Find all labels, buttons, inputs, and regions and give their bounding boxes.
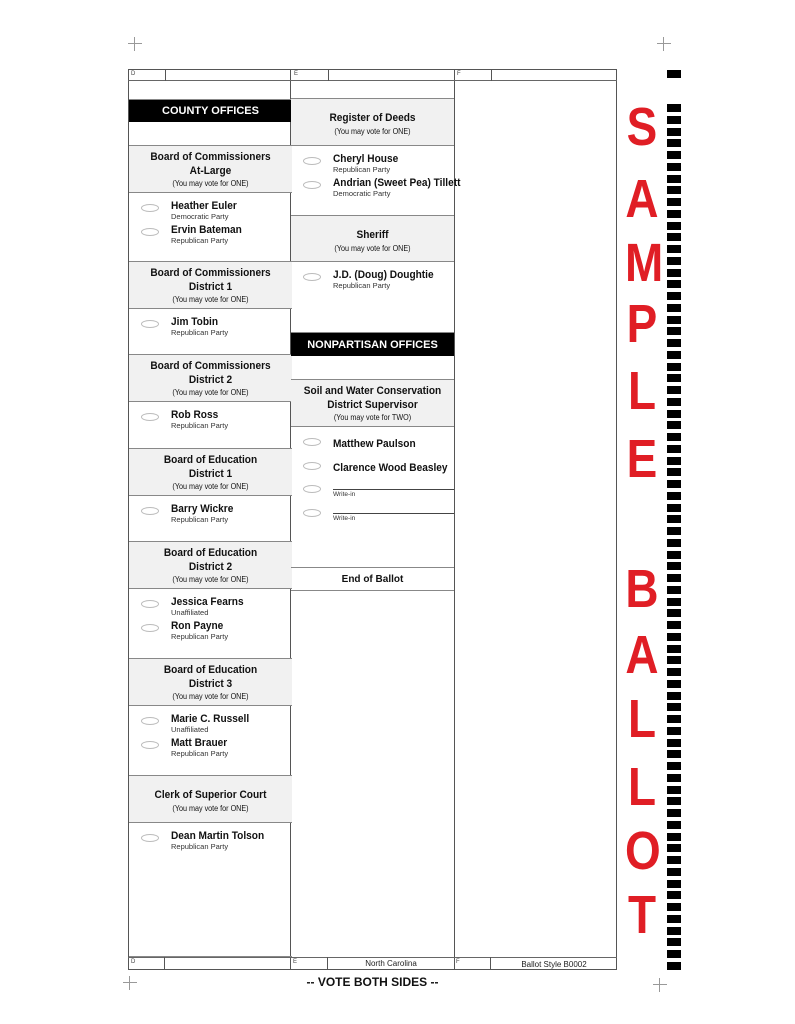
state-label: North Carolina (365, 959, 417, 968)
contest-title: Clerk of Superior Court (154, 789, 267, 801)
timing-mark (667, 304, 681, 312)
vote-oval[interactable] (303, 181, 321, 189)
watermark-letter: A (625, 169, 659, 229)
contest-title: District 1 (188, 280, 233, 293)
timing-mark (667, 433, 681, 441)
vote-instruction: (You may vote for ONE) (172, 575, 249, 584)
timing-mark (667, 868, 681, 876)
vote-instruction: (You may vote for ONE) (334, 126, 411, 136)
candidate-list (291, 427, 454, 568)
vote-oval[interactable] (303, 157, 321, 165)
contest-header (129, 776, 292, 823)
candidate-option[interactable] (129, 830, 292, 853)
candidate-name: Jessica Fearns (171, 596, 244, 608)
timing-mark (667, 656, 681, 664)
contest-title: At-Large (189, 164, 232, 177)
contest-header (129, 355, 292, 402)
candidate-party: Republican Party (171, 748, 229, 758)
write-in-line[interactable] (333, 513, 454, 514)
candidate-name: Heather Euler (171, 200, 237, 212)
timing-mark (667, 598, 681, 606)
watermark-letter: O (625, 821, 661, 881)
candidate-list (129, 309, 292, 355)
candidate-list (129, 402, 292, 449)
candidate-list (291, 146, 461, 216)
candidate-option[interactable] (291, 434, 454, 457)
vote-oval[interactable] (141, 320, 159, 328)
timing-mark (667, 527, 681, 535)
vote-oval[interactable] (303, 509, 321, 517)
timing-mark (667, 797, 681, 805)
timing-mark (667, 727, 681, 735)
vote-instruction: (You may vote for ONE) (172, 482, 249, 491)
vote-instruction: (You may vote for ONE) (172, 388, 249, 397)
watermark-letter: L (627, 757, 657, 817)
watermark-letter: E (626, 429, 658, 489)
contest-title: District Supervisor (327, 398, 418, 411)
timing-mark (667, 257, 681, 265)
candidate-option[interactable] (129, 620, 292, 643)
timing-mark (667, 128, 681, 136)
timing-mark (667, 468, 681, 476)
timing-mark (667, 351, 681, 359)
timing-mark (667, 950, 681, 958)
timing-mark (667, 809, 681, 817)
watermark-letter: L (627, 689, 657, 749)
contest-header (291, 380, 454, 427)
contest-header (291, 216, 454, 262)
candidate-name: Cheryl House (333, 153, 399, 165)
timing-mark (667, 880, 681, 888)
timing-mark (667, 280, 681, 288)
candidate-name: Barry Wickre (171, 503, 234, 515)
watermark-letter: S (626, 97, 658, 157)
write-in-option[interactable] (291, 505, 454, 528)
blank-row (129, 122, 292, 146)
registration-mark (123, 976, 137, 990)
candidate-list (129, 589, 292, 659)
vote-oval[interactable] (141, 507, 159, 515)
contest-title: Board of Commissioners (150, 151, 271, 163)
candidate-option[interactable] (129, 409, 292, 432)
timing-mark (667, 374, 681, 382)
cell-divider (165, 69, 166, 81)
candidate-option[interactable] (129, 737, 292, 760)
timing-mark (667, 833, 681, 841)
cell-divider (491, 69, 492, 81)
candidate-option[interactable] (291, 176, 461, 200)
timing-mark (667, 163, 681, 171)
contest-header (129, 146, 292, 193)
timing-mark (667, 139, 681, 147)
candidate-list (129, 496, 292, 542)
candidate-option[interactable] (129, 596, 292, 619)
footer-row-line (128, 957, 617, 958)
timing-mark (667, 339, 681, 347)
candidate-list (291, 262, 454, 333)
candidate-name: Matt Brauer (171, 736, 228, 749)
contest-title: Board of Education (163, 454, 258, 466)
vote-instruction: (You may vote for ONE) (172, 803, 249, 813)
timing-mark (667, 70, 681, 78)
watermark-letter: A (625, 625, 659, 685)
vote-oval[interactable] (303, 438, 321, 446)
contest-header (129, 542, 292, 589)
footer-cell-label: D (131, 959, 136, 965)
timing-mark (667, 927, 681, 935)
timing-mark (667, 856, 681, 864)
timing-mark (667, 703, 681, 711)
write-in-label: Write-in (333, 514, 356, 522)
write-in-line[interactable] (333, 489, 454, 490)
timing-mark (667, 633, 681, 641)
timing-mark (667, 739, 681, 747)
timing-mark (667, 551, 681, 559)
registration-mark (128, 37, 142, 51)
vote-instruction: (You may vote for ONE) (334, 243, 411, 253)
timing-mark (667, 175, 681, 183)
candidate-party: Republican Party (171, 842, 229, 851)
contest-title: Board of Education (163, 664, 258, 676)
vote-instruction: (You may vote for ONE) (172, 179, 249, 188)
vote-oval[interactable] (141, 741, 159, 749)
timing-mark (667, 210, 681, 218)
timing-mark (667, 609, 681, 617)
vote-oval[interactable] (141, 204, 159, 212)
header-cell-label: E (294, 71, 299, 77)
contest-header (291, 99, 454, 146)
timing-mark (667, 938, 681, 946)
vote-instruction: (You may vote for ONE) (172, 692, 249, 701)
timing-mark (667, 574, 681, 582)
timing-mark (667, 492, 681, 500)
vote-instruction: (You may vote for TWO) (333, 413, 412, 422)
contest-title: Register of Deeds (329, 112, 416, 124)
candidate-option[interactable] (129, 200, 292, 223)
contest-title: Board of Education (163, 547, 258, 559)
candidate-party: Unaffiliated (171, 608, 209, 617)
candidate-party: Republican Party (171, 515, 229, 524)
vote-oval[interactable] (141, 413, 159, 421)
timing-mark (667, 786, 681, 794)
timing-mark (667, 104, 681, 112)
timing-mark (667, 327, 681, 335)
contest-header (129, 659, 292, 706)
timing-mark (667, 821, 681, 829)
vote-oval[interactable] (141, 717, 159, 725)
footer-cell-label: F (456, 959, 460, 965)
timing-mark (667, 645, 681, 653)
timing-mark (667, 151, 681, 159)
timing-mark (667, 680, 681, 688)
candidate-party: Republican Party (171, 631, 229, 641)
timing-mark (667, 762, 681, 770)
vote-oval[interactable] (141, 834, 159, 842)
ballot-style-label: Ballot Style B0002 (521, 960, 587, 969)
watermark-letter: M (625, 233, 664, 293)
timing-mark (667, 586, 681, 594)
timing-mark (667, 515, 681, 523)
write-in-label: Write-in (333, 491, 356, 498)
timing-mark (667, 222, 681, 230)
contest-title: Soil and Water Conservation (303, 385, 442, 397)
candidate-name: Rob Ross (171, 409, 219, 421)
timing-mark (667, 844, 681, 852)
registration-mark (657, 37, 671, 51)
timing-mark (667, 480, 681, 488)
timing-mark (667, 386, 681, 394)
timing-mark (667, 410, 681, 418)
candidate-party: Democratic Party (171, 212, 229, 221)
candidate-name: Clarence Wood Beasley (333, 461, 448, 474)
candidate-name: Matthew Paulson (333, 438, 416, 450)
candidate-list (129, 193, 292, 262)
contest-header (129, 449, 292, 496)
contest-header (129, 262, 292, 309)
candidate-list (129, 823, 292, 957)
candidate-option[interactable] (129, 713, 292, 736)
blank-row (129, 81, 292, 100)
timing-mark (667, 186, 681, 194)
timing-mark (667, 198, 681, 206)
timing-mark (667, 774, 681, 782)
header-cell-label: D (131, 71, 136, 77)
timing-mark (667, 445, 681, 453)
timing-mark (667, 539, 681, 547)
timing-mark (667, 715, 681, 723)
candidate-party: Republican Party (171, 328, 229, 337)
timing-mark (667, 363, 681, 371)
candidate-name: Andrian (Sweet Pea) Tillett (333, 176, 461, 189)
blank-row (291, 81, 454, 99)
candidate-option[interactable] (129, 224, 292, 247)
timing-mark (667, 962, 681, 970)
cell-divider (164, 957, 165, 970)
candidate-option[interactable] (129, 316, 292, 339)
contest-title: Board of Commissioners (150, 360, 271, 372)
contest-title: Board of Commissioners (150, 267, 271, 279)
contest-title: District 2 (188, 560, 233, 573)
contest-title: District 3 (188, 677, 233, 690)
candidate-party: Democratic Party (333, 188, 391, 198)
candidate-party: Republican Party (171, 235, 229, 245)
candidate-party: Republican Party (333, 165, 391, 174)
footer-cell-label: E (293, 959, 298, 965)
candidate-name: Ervin Bateman (171, 223, 242, 236)
vote-both-sides-notice: -- VOTE BOTH SIDES -- (306, 975, 439, 989)
candidate-party: Republican Party (171, 421, 229, 430)
timing-mark (667, 903, 681, 911)
cell-divider (328, 69, 329, 81)
write-in-option[interactable] (291, 481, 454, 504)
vote-oval[interactable] (303, 462, 321, 470)
timing-mark (667, 398, 681, 406)
vote-oval[interactable] (141, 228, 159, 236)
vote-oval[interactable] (141, 600, 159, 608)
candidate-name: Jim Tobin (171, 316, 219, 328)
candidate-party: Unaffiliated (171, 725, 209, 734)
timing-mark (667, 316, 681, 324)
watermark-letter: L (627, 361, 657, 421)
candidate-list (129, 706, 292, 776)
timing-mark (667, 292, 681, 300)
timing-mark (667, 750, 681, 758)
contest-title: District 1 (188, 467, 233, 480)
candidate-option[interactable] (291, 269, 454, 292)
section-banner: NONPARTISAN OFFICES (291, 333, 454, 356)
candidate-option[interactable] (291, 153, 454, 176)
registration-mark (653, 978, 667, 992)
watermark-letter: T (627, 885, 657, 945)
timing-mark (667, 692, 681, 700)
timing-mark (667, 116, 681, 124)
timing-mark (667, 915, 681, 923)
timing-mark (667, 504, 681, 512)
candidate-name: J.D. (Doug) Doughtie (333, 269, 434, 281)
candidate-name: Dean Martin Tolson (171, 830, 265, 842)
header-cell-label: F (457, 71, 461, 77)
watermark-letter: P (626, 294, 658, 354)
watermark-letter: B (625, 559, 659, 619)
blank-row (291, 356, 454, 380)
timing-mark (667, 621, 681, 629)
timing-mark (667, 891, 681, 899)
contest-title: District 2 (188, 373, 233, 386)
timing-mark (667, 233, 681, 241)
column-divider (454, 69, 455, 970)
candidate-party: Republican Party (333, 281, 391, 290)
candidate-name: Ron Payne (171, 619, 224, 632)
section-banner: COUNTY OFFICES (129, 100, 292, 122)
timing-mark (667, 668, 681, 676)
candidate-name: Marie C. Russell (171, 713, 250, 725)
candidate-option[interactable] (291, 458, 454, 481)
end-of-ballot: End of Ballot (291, 568, 454, 591)
vote-oval[interactable] (303, 485, 321, 493)
timing-mark (667, 457, 681, 465)
vote-oval[interactable] (303, 273, 321, 281)
contest-title: Sheriff (356, 229, 389, 241)
candidate-option[interactable] (129, 503, 292, 526)
timing-mark (667, 269, 681, 277)
vote-instruction: (You may vote for ONE) (172, 295, 249, 304)
timing-mark (667, 421, 681, 429)
vote-oval[interactable] (141, 624, 159, 632)
timing-mark (667, 245, 681, 253)
timing-mark (667, 562, 681, 570)
